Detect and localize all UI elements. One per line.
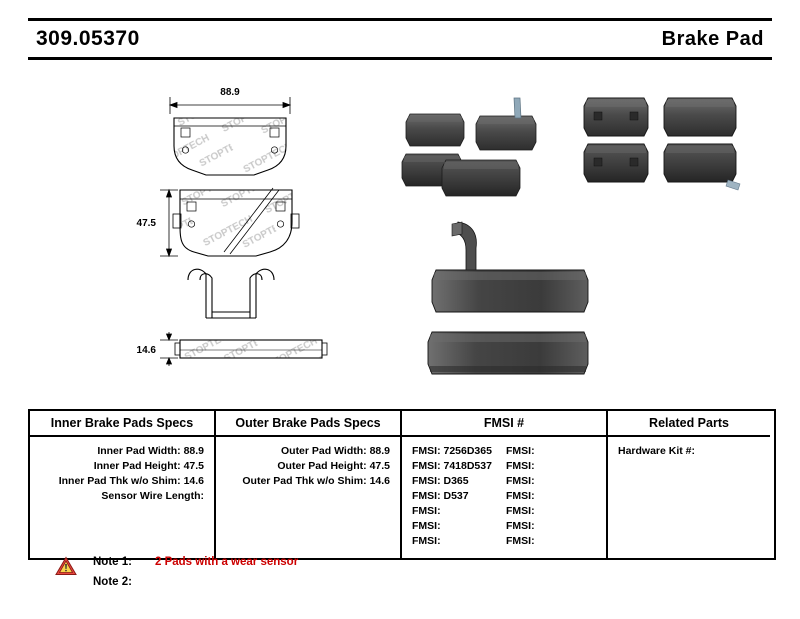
photo-pad-grid-top-right xyxy=(664,98,736,136)
related-part-entry: Hardware Kit #: xyxy=(618,444,696,457)
spec-value: 88.9 xyxy=(183,444,204,457)
fmsi-right-list xyxy=(506,443,600,548)
photo-pad-large-plain xyxy=(428,332,588,374)
note-1-text: 2 Pads with a wear sensor xyxy=(155,556,299,568)
related-parts-column xyxy=(608,411,770,558)
spec-row xyxy=(36,458,208,473)
inner-pad-specs-body xyxy=(30,437,214,557)
spec-row xyxy=(222,458,394,473)
related-parts-header: Related Parts xyxy=(608,411,770,437)
fmsi-entry: FMSI: D537 xyxy=(412,489,469,502)
fmsi-entry: FMSI: xyxy=(506,489,535,502)
fmsi-entry: FMSI: xyxy=(506,519,535,532)
part-number: 309.05370 xyxy=(36,27,140,50)
fmsi-entry: FMSI: xyxy=(506,534,535,547)
spec-row xyxy=(36,473,208,488)
spec-label: Sensor Wire Length: xyxy=(101,489,204,502)
outer-pad-specs-body xyxy=(216,437,400,557)
spec-label: Inner Pad Width: xyxy=(97,444,181,457)
note-row-1 xyxy=(55,552,555,572)
spec-label: Outer Pad Thk w/o Shim: xyxy=(242,474,367,487)
dimension-height-label: 47.5 xyxy=(136,218,156,229)
outer-pad-specs-column xyxy=(216,411,402,558)
spec-value: 47.5 xyxy=(183,459,204,472)
spec-value: 14.6 xyxy=(183,474,204,487)
photo-pad-grid-bottom-right xyxy=(664,144,740,190)
photo-pad-grid-top-left xyxy=(584,98,648,136)
pad-front-view xyxy=(174,118,286,175)
photo-pad-small-bottom xyxy=(442,160,520,196)
spec-value: 14.6 xyxy=(369,474,390,487)
fmsi-entry: FMSI: xyxy=(506,444,535,457)
drawing-svg xyxy=(28,62,772,392)
spec-row xyxy=(36,488,208,503)
fmsi-entry: FMSI: 7256D365 xyxy=(412,444,492,457)
warning-icon xyxy=(55,556,77,576)
photo-pad-small-right xyxy=(476,98,536,150)
fmsi-header: FMSI # xyxy=(402,411,606,437)
spec-row xyxy=(222,473,394,488)
spec-value: 47.5 xyxy=(369,459,390,472)
spring-clip-view xyxy=(188,269,274,318)
spec-value: 88.9 xyxy=(369,444,390,457)
fmsi-entry: FMSI: 7418D537 xyxy=(412,459,492,472)
fmsi-entry: FMSI: xyxy=(506,504,535,517)
note-1-label: Note 1: xyxy=(93,556,132,568)
fmsi-column xyxy=(402,411,608,558)
outer-pad-specs-header: Outer Brake Pads Specs xyxy=(216,411,400,437)
note-2-label: Note 2: xyxy=(93,576,132,588)
related-parts-body xyxy=(608,437,770,557)
fmsi-entry: FMSI: xyxy=(412,504,441,517)
document-type-title: Brake Pad xyxy=(661,27,764,50)
notes-section xyxy=(55,552,555,592)
spec-label: Outer Pad Height: xyxy=(277,459,367,472)
spec-row xyxy=(222,443,394,458)
dimension-height xyxy=(160,190,178,256)
fmsi-entry: FMSI: xyxy=(506,474,535,487)
fmsi-entry: FMSI: xyxy=(506,459,535,472)
fmsi-entry: FMSI: D365 xyxy=(412,474,469,487)
spec-label: Inner Pad Thk w/o Shim: xyxy=(58,474,181,487)
dimension-width-label: 88.9 xyxy=(220,87,240,98)
dimension-thickness-label: 14.6 xyxy=(136,345,156,356)
specifications-table xyxy=(28,409,776,560)
fmsi-entry: FMSI: xyxy=(412,534,441,547)
fmsi-entry: FMSI: xyxy=(412,519,441,532)
document-header xyxy=(28,18,772,60)
inner-pad-specs-header: Inner Brake Pads Specs xyxy=(30,411,214,437)
pad-side-view xyxy=(175,340,327,358)
technical-drawing xyxy=(28,62,772,392)
inner-pad-specs-column xyxy=(30,411,216,558)
pad-plate-view xyxy=(173,188,299,256)
photo-pad-small-left xyxy=(406,114,464,146)
spec-label: Outer Pad Width: xyxy=(280,444,367,457)
dimension-width xyxy=(170,97,290,114)
spec-label: Inner Pad Height: xyxy=(93,459,181,472)
fmsi-left-list xyxy=(412,443,506,548)
photo-pad-grid-bottom-left xyxy=(584,144,648,182)
note-row-2 xyxy=(55,572,555,592)
photo-pad-large-with-sensor xyxy=(432,222,588,312)
fmsi-body xyxy=(402,437,606,558)
spec-row xyxy=(36,443,208,458)
